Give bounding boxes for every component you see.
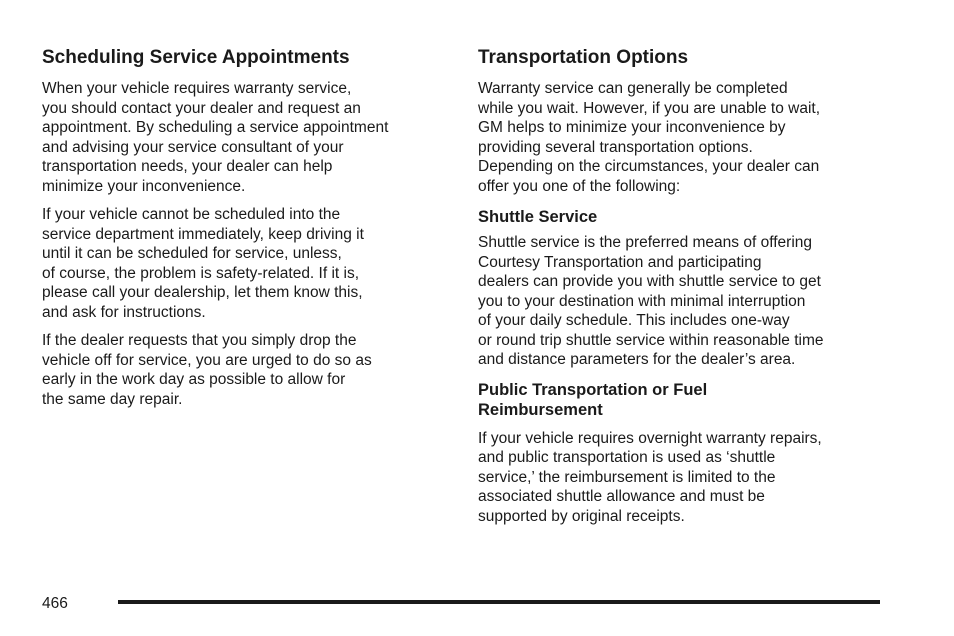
left-column: [42, 46, 452, 418]
paragraph: Shuttle service is the preferred means of offering Courtesy Transportation and participating dealers can provide you with shuttle service to get you to your destination with minimal interruption of your daily schedule. This includes one-way or round trip shuttle service within reasonable time and distance parameters for the dealer’s area.: [478, 234, 824, 368]
paragraph: If your vehicle cannot be scheduled into the service department immediately, keep driving it until it can be scheduled for service, unless, of course, the problem is safety-related. If it is, please call your dealership, let them know this, and ask for instructions.: [42, 206, 364, 321]
right-column: [478, 46, 888, 535]
section-heading-transportation: Transportation Options: [478, 47, 689, 68]
page-number: 466: [42, 595, 68, 612]
footer-rule: [118, 600, 880, 604]
section-heading-scheduling: Scheduling Service Appointments: [42, 47, 350, 68]
subheading-public-transportation: Public Transportation or Fuel Reimbursement: [478, 380, 708, 419]
paragraph: If your vehicle requires overnight warranty repairs, and public transportation is used as ‘shuttle service,’ the reimbursement is limited to the associated shuttle allowance and must be supported by original receipts.: [478, 429, 822, 525]
paragraph: If the dealer requests that you simply drop the vehicle off for service, you are urged to do so as early in the work day as possible to allow for the same day repair.: [42, 332, 372, 408]
paragraph: Warranty service can generally be completed while you wait. However, if you are unable to wait, GM helps to minimize your inconvenience by providing several transportation options. Depending on the circumstances, your dealer can offer you one of the following:: [478, 80, 821, 195]
subheading-shuttle-service: Shuttle Service: [478, 208, 598, 226]
paragraph: When your vehicle requires warranty service, you should contact your dealer and request an appointment. By scheduling a service appointment and advising your service consultant of your transportation needs, your dealer can help minimize your inconvenience.: [42, 80, 389, 195]
